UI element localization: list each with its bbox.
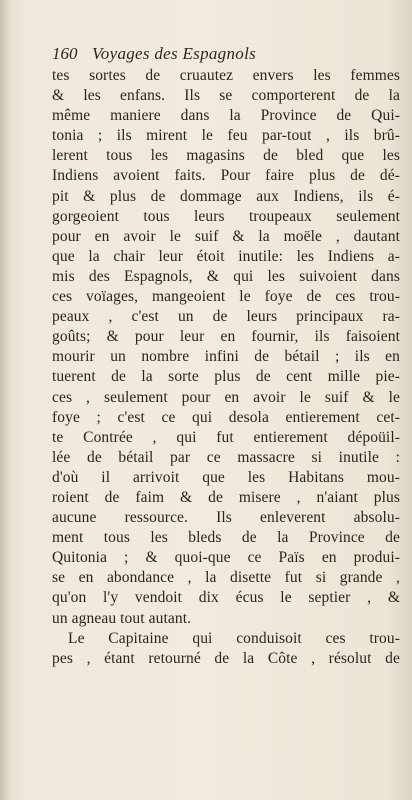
- text-line: ces voïages, mangeoient le foye de ces trou-: [52, 288, 400, 306]
- text-line: mourir un nombre infini de bétail ; ils en: [52, 348, 400, 366]
- text-line: ces , seulement pour en avoir le suif & le: [52, 388, 400, 406]
- text-line: te Contrée , qui fut entierement dépoüil-: [52, 428, 400, 446]
- text-line: tes sortes de cruautez envers les femmes: [52, 67, 400, 84]
- text-line: lerent tous les magasins de bled que les: [52, 147, 400, 165]
- text-line: Quitonia ; & quoi-que ce Païs en produi-: [52, 549, 400, 567]
- gutter-shadow: [0, 0, 10, 800]
- text-line: qu'on l'y vendoit dix écus le septier , &: [52, 589, 400, 607]
- body-text: [52, 66, 400, 669]
- text-line: mis des Espagnols, & qui les suivoient dans: [52, 267, 400, 285]
- text-line: pes , étant retourné de la Côte , résolut de: [52, 649, 400, 667]
- text-line: Indiens avoient faits. Pour faire plus de dé-: [52, 167, 400, 185]
- text-line: pit & plus de dommage aux Indiens, ils é-: [52, 187, 400, 205]
- text-line: goûts; & pour leur en fournir, ils faisoient: [52, 328, 400, 346]
- text-line: foye ; c'est ce qui desola entierement cet-: [52, 408, 400, 426]
- text-line: aucune ressource. Ils enleverent absolu-: [52, 509, 400, 527]
- text-line: & les enfans. Ils se comporterent de la: [52, 87, 400, 105]
- text-line: roient de faim & de misere , n'aiant plus: [52, 488, 400, 506]
- text-line: lée de bétail par ce massacre si inutile :: [52, 448, 400, 466]
- page-number: 160: [52, 44, 78, 63]
- text-line: tuerent de la sorte plus de cent mille pie-: [52, 368, 400, 386]
- text-line: pour en avoir le suif & la moële , dautant: [52, 227, 400, 245]
- running-title: Voyages des Espagnols: [92, 44, 257, 63]
- text-line: se en abondance , la disette fut si grande ,: [52, 569, 400, 587]
- text-line: gorgeoient tous leurs troupeaux seulement: [52, 207, 400, 225]
- text-line: même maniere dans la Province de Qui-: [52, 107, 400, 125]
- text-line: un agneau tout autant.: [52, 609, 192, 627]
- text-line: Le Capitaine qui conduisoit ces trou-: [68, 629, 400, 647]
- text-line: ment tous les bleds de la Province de: [52, 529, 400, 547]
- text-line: d'où il arrivoit que les Habitans mou-: [52, 468, 400, 486]
- running-head: [52, 44, 402, 64]
- text-line: que la chair leur étoit inutile: les Indiens a-: [52, 247, 400, 265]
- text-line: peaux , c'est un de leurs principaux ra-: [52, 308, 400, 326]
- text-line: tonia ; ils mirent le feu par-tout , ils brû-: [52, 127, 400, 145]
